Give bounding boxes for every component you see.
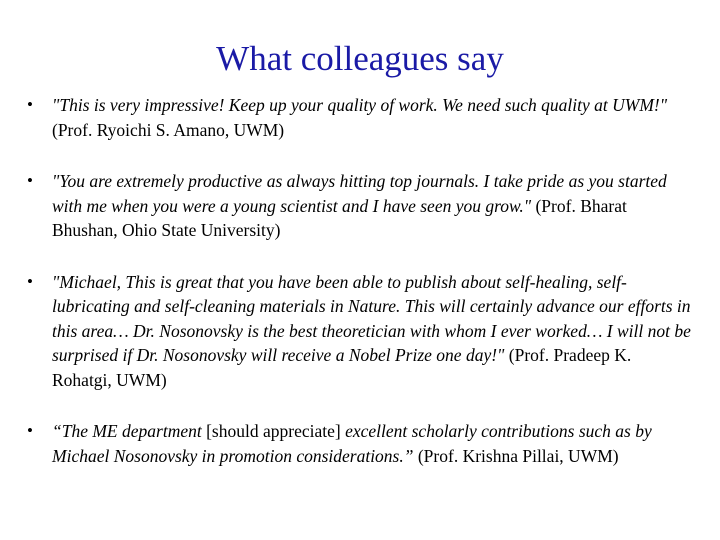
testimonial-quote: "This is very impressive! Keep up your quality of work. We need such quality at UWM!": [52, 95, 668, 115]
testimonial-item: [0, 93, 720, 142]
bullet-icon: •: [27, 171, 33, 190]
testimonial-quote: "You are extremely productive as always hitting top journals. I take pride as you started with me when you were a young scientist and I have seen you grow.": [52, 171, 667, 216]
testimonial-attribution: (Prof. Krishna Pillai, UWM): [413, 445, 619, 466]
testimonial-attribution: (Prof. Ryoichi S. Amano, UWM): [52, 119, 285, 140]
testimonial-attribution: (Prof. Bharat Bhushan, Ohio State University): [52, 195, 627, 240]
testimonial-quote: “The ME department: [52, 421, 202, 441]
testimonial-quote: "Michael, This is great that you have been able to publish about self-healing, self-lubricating and self-cleaning materials in Nature. This will certainly advance our efforts in this area… Dr. Nosonovsky is the best theoretician with whom I ever worked… I will not be surprised if Dr. Nosonovsky will receive a Nobel Prize one day!": [52, 271, 691, 365]
testimonial-quote: excellent scholarly contributions such as by Michael Nosonovsky in promotion considerations.”: [52, 421, 652, 466]
testimonial-item: [0, 419, 720, 468]
bullet-icon: •: [27, 421, 33, 440]
bullet-icon: •: [27, 95, 33, 114]
testimonial-attribution: (Prof. Pradeep K. Rohatgi, UWM): [52, 345, 632, 390]
testimonial-list: [0, 93, 720, 468]
testimonial-item: [0, 169, 720, 243]
testimonial-note: [should appreciate]: [201, 421, 346, 441]
testimonial-item: [0, 270, 720, 393]
bullet-icon: •: [27, 271, 33, 291]
slide-title: What colleagues say: [216, 39, 504, 78]
